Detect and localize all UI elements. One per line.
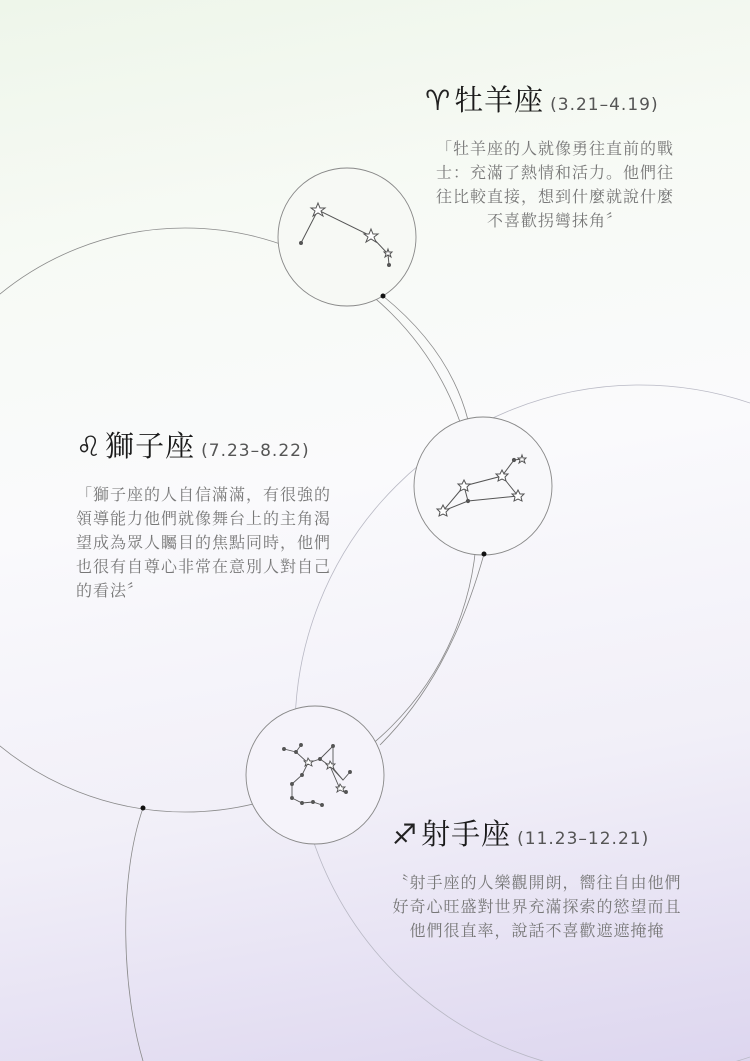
leo-title-row: [76, 424, 376, 465]
junction-dot-bottom: [141, 806, 146, 811]
aries-section: [425, 78, 695, 233]
leo-section: [76, 424, 376, 603]
connector-line-leo-sag: [380, 554, 484, 745]
aries-dates: (3.21–4.19): [550, 95, 659, 115]
leo-dates: (7.23–8.22): [201, 441, 310, 461]
aries-title-row: [425, 78, 695, 119]
aries-node-circle: [278, 168, 416, 306]
aries-name: 牡羊座: [454, 83, 545, 117]
leo-name: 獅子座: [105, 429, 196, 463]
sagittarius-symbol-icon: ♐: [392, 818, 418, 851]
aries-symbol-icon: ♈: [425, 84, 451, 117]
sagittarius-title-row: [392, 812, 692, 853]
connector-line-aries-leo: [383, 296, 468, 420]
sagittarius-description: 〝射手座的人樂觀開朗，嚮往自由他們好奇心旺盛對世界充滿探索的慾望而且他們很直率，說話不喜歡遮遮掩掩: [392, 873, 682, 940]
junction-dot-aries: [381, 294, 386, 299]
sagittarius-dates: (11.23–12.21): [517, 829, 650, 849]
connector-line-bottom: [126, 808, 143, 1061]
aries-description: 「牡羊座的人就像勇往直前的戰士：充滿了熱情和活力。他們往往比較直接，想到什麼就說什麼不喜歡拐彎抹角〞: [435, 139, 674, 230]
leo-node-circle: [414, 417, 552, 555]
junction-dot-leo: [482, 552, 487, 557]
leo-symbol-icon: ♌: [76, 430, 102, 463]
sagittarius-name: 射手座: [421, 817, 512, 851]
sagittarius-section: [392, 812, 692, 943]
leo-description: 「獅子座的人自信滿滿，有很強的領導能力他們就像舞台上的主角渴望成為眾人矚目的焦點同時，他們也很有自尊心非常在意別人對自己的看法〞: [76, 485, 332, 600]
sagittarius-node-circle: [246, 706, 384, 844]
